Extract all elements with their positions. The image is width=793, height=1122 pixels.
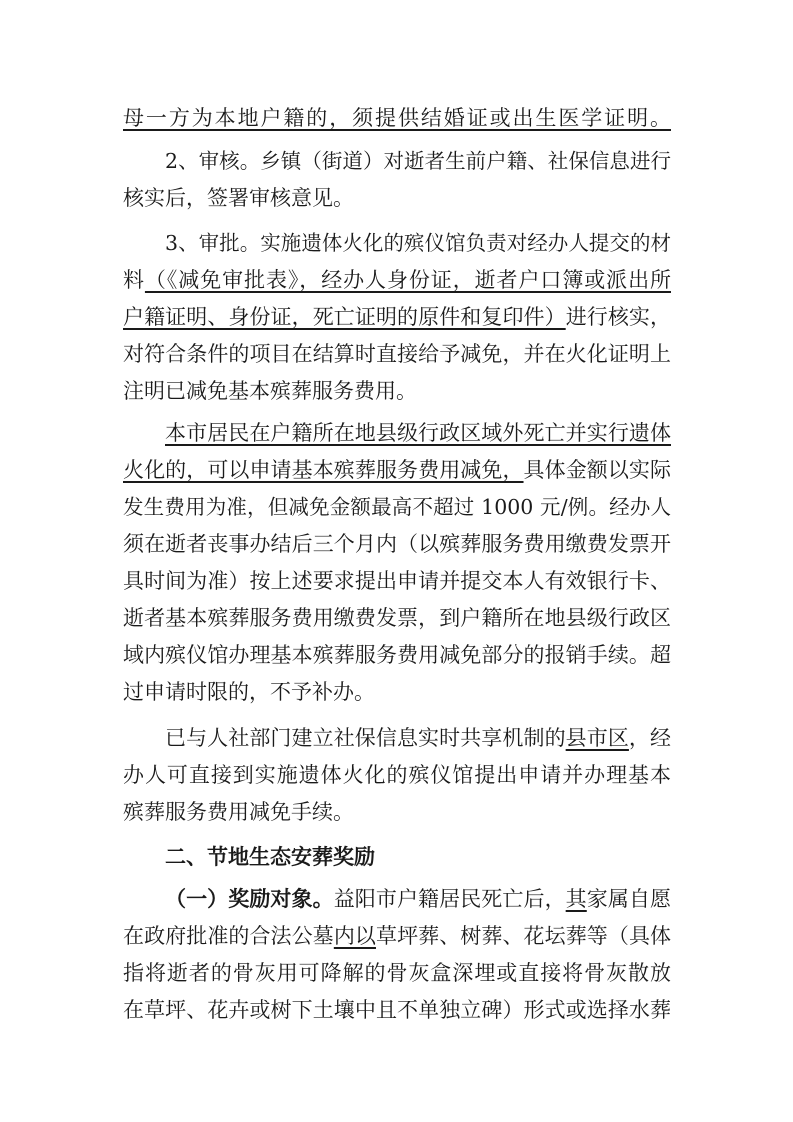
text-run: 草坪葬、树葬、花坛葬等（具体 — [375, 924, 672, 948]
text-line — [123, 993, 671, 1027]
text-line — [123, 101, 671, 135]
text-run: 进行核实， — [565, 305, 672, 329]
text-run: 注明已减免基本殡葬服务费用。 — [123, 379, 417, 403]
text-run: 办人可直接到实施遗体火化的殡仪馆提出申请并办理基本 — [123, 763, 671, 787]
text-run: 殡葬服务费用减免手续。 — [123, 800, 354, 824]
text-run: 指将逝者的骨灰用可降解的骨灰盒深埋或直接将骨灰散放 — [123, 961, 671, 985]
text-line — [123, 181, 671, 215]
text-line — [123, 374, 671, 408]
text-run: 核实后，签署审核意见。 — [123, 186, 354, 210]
text-run: 域内殡仪馆办理基本殡葬服务费用减免部分的报销手续。超 — [123, 643, 671, 667]
text-line — [165, 721, 671, 755]
text-line — [123, 956, 671, 990]
text-run: 在草坪、花卉或树下土壤中且不单独立碑）形式或选择水葬 — [123, 998, 671, 1022]
text-run: 对符合条件的项目在结算时直接给予减免，并在火化证明上 — [123, 342, 671, 366]
text-run: 2、审核。乡镇（街道）对逝者生前户籍、社保信息进行 — [165, 149, 671, 173]
text-line — [123, 453, 671, 487]
text-line — [123, 638, 671, 672]
underlined-text: 母一方为本地户籍的，须提供结婚证或出生医学证明。 — [123, 106, 671, 130]
text-run: 益阳市户籍居民死亡后， — [333, 887, 566, 911]
text-line — [123, 490, 671, 524]
text-run: 发生费用为准，但减免金额最高不超过 1000 元/例。经办人 — [123, 495, 671, 519]
text-run: 具体金额以实际 — [523, 458, 672, 482]
underlined-text: 户籍证明、身份证，死亡证明的原件和复印件） — [123, 305, 566, 329]
text-run: 过申请时限的，不予补办。 — [123, 680, 375, 704]
text-line — [123, 564, 671, 598]
text-line — [165, 882, 671, 916]
text-line — [165, 226, 671, 260]
text-run: 逝者基本殡葬服务费用缴费发票，到户籍所在地县级行政区 — [123, 606, 671, 630]
underlined-text: （《减免审批表》，经办人身份证，逝者户口簿或派出所 — [144, 268, 671, 292]
text-run: ，经 — [628, 726, 672, 750]
underlined-text: 内以 — [333, 924, 376, 948]
text-line — [123, 795, 671, 829]
subheading-text: （一）奖励对象。 — [165, 887, 334, 911]
text-line — [123, 337, 671, 371]
text-line — [123, 758, 671, 792]
section-heading-text: 二、节地生态安葬奖励 — [165, 845, 375, 869]
text-line — [165, 144, 671, 178]
text-run: 料 — [123, 268, 145, 292]
text-line — [123, 300, 671, 334]
underlined-text: 本市居民在户籍所在地县级行政区域外死亡并实行遗体 — [165, 421, 671, 445]
text-line — [123, 527, 671, 561]
text-line — [165, 416, 671, 450]
text-line — [123, 263, 671, 297]
text-run: 具时间为准）按上述要求提出申请并提交本人有效银行卡、 — [123, 569, 671, 593]
underlined-text: 县市区 — [565, 726, 629, 750]
section-heading — [165, 840, 671, 874]
text-line — [123, 601, 671, 635]
text-line — [123, 675, 671, 709]
text-run: 3、审批。实施遗体火化的殡仪馆负责对经办人提交的材 — [165, 231, 671, 255]
text-run: 须在逝者丧事办结后三个月内（以殡葬服务费用缴费发票开 — [123, 532, 671, 556]
text-line — [123, 919, 671, 953]
text-run: 已与人社部门建立社保信息实时共享机制的 — [165, 726, 566, 750]
text-run: 在政府批准的合法公墓 — [123, 924, 334, 948]
text-run: 家属自愿 — [586, 887, 672, 911]
underlined-text: 火化的，可以申请基本殡葬服务费用减免， — [123, 458, 524, 482]
underlined-text: 其 — [565, 887, 587, 911]
